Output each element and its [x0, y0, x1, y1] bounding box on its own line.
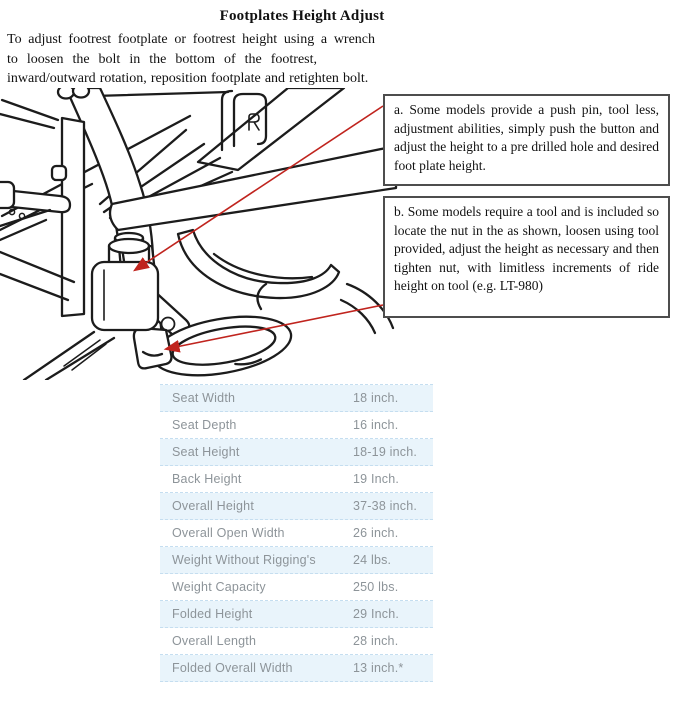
- intro-line: To adjust footrest footplate or footrest height using a wrench: [7, 32, 376, 47]
- spec-table: [160, 384, 433, 682]
- table-row: [160, 628, 433, 655]
- footplate-bolt-tab: [134, 328, 172, 368]
- table-row: [160, 439, 433, 466]
- lower-frame-tube: [24, 332, 114, 380]
- spec-value: 16 inch.: [353, 418, 399, 432]
- spec-value: 28 inch.: [353, 634, 399, 648]
- callout-b-box: [383, 196, 670, 318]
- table-row: [160, 466, 433, 493]
- spec-value: 19 Inch.: [353, 472, 400, 486]
- spec-label: Weight Without Rigging's: [172, 553, 316, 567]
- spec-label: Overall Open Width: [172, 526, 285, 540]
- table-row: [160, 493, 433, 520]
- calf-pad: [178, 230, 339, 298]
- spec-value: 18-19 inch.: [353, 445, 418, 459]
- callout-b-text: b. Some models require a tool and is included so locate the nut in the as shown, loosen using tool provided, adjust the height as necessary and then tighten nut, with limitless increments of ride height on tool (e.g. LT-980): [394, 204, 659, 294]
- page-title: Footplates Height Adjust: [219, 8, 385, 24]
- intro-paragraph: [7, 30, 407, 89]
- spec-value: 13 inch.*: [353, 661, 404, 675]
- intro-line: inward/outward rotation, reposition footplate and retighten bolt.: [7, 71, 369, 86]
- spec-label: Seat Height: [172, 445, 240, 459]
- spec-label: Folded Height: [172, 607, 253, 621]
- caster-knob: [92, 233, 158, 330]
- spec-label: Seat Depth: [172, 418, 237, 432]
- spec-label: Overall Height: [172, 499, 254, 513]
- intro-line: to loosen the bolt in the bottom of the footrest,: [7, 51, 318, 67]
- callout-a-box: [383, 94, 670, 186]
- spec-value: 250 lbs.: [353, 580, 399, 594]
- table-row: [160, 412, 433, 439]
- table-row: [160, 601, 433, 628]
- spec-value: 37-38 inch.: [353, 499, 418, 513]
- spec-value: 18 inch.: [353, 391, 399, 405]
- spec-label: Weight Capacity: [172, 580, 266, 594]
- spec-value: 29 Inch.: [353, 607, 400, 621]
- table-row: [160, 520, 433, 547]
- table-row: [160, 655, 433, 682]
- callout-a-text: a. Some models provide a push pin, tool less, adjustment abilities, simply push the button and adjust the height to a pre drilled hole and desired foot plate height.: [394, 102, 659, 173]
- spec-label: Back Height: [172, 472, 242, 486]
- table-row: [160, 547, 433, 574]
- spec-value: 26 inch.: [353, 526, 399, 540]
- table-row: [160, 574, 433, 601]
- spec-label: Seat Width: [172, 391, 236, 405]
- spec-value: 24 lbs.: [353, 553, 392, 567]
- left-post: [52, 118, 84, 316]
- table-row: [160, 385, 433, 412]
- spec-label: Overall Length: [172, 634, 257, 648]
- spec-label: Folded Overall Width: [172, 661, 293, 675]
